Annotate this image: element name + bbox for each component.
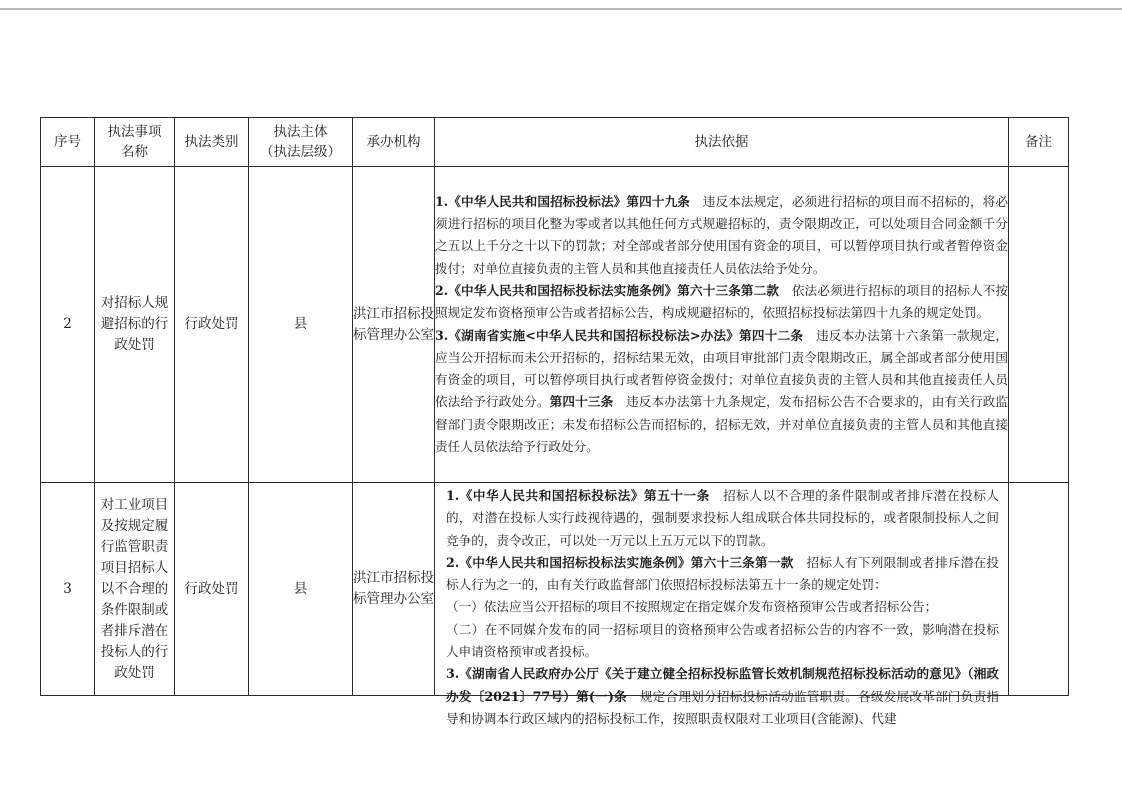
table-row xyxy=(41,483,1069,696)
row-subject: 县 xyxy=(249,483,353,696)
basis-clause: （一）依法应当公开招标的项目不按照规定在指定媒介发布资格预审公告或者招标公告； xyxy=(446,599,938,615)
header-subject-text: 执法主体 （执法层级） xyxy=(260,124,341,160)
row-type: 行政处罚 xyxy=(175,483,249,696)
basis-body: 违反本法规定，必须进行招标的项目而不招标的，将必须进行招标的项目化整为零或者以其他任何方式规避招标的，责令限期改正，可以处项目合同金额千分之五以上千分之十以下的罚款；对全部或者部分使用国有资金的项目，可以暂停项目执行或者暂停资金拨付；对单位直接负责的主管人员和其他直接责任人员依法给予处分。 xyxy=(435,193,1008,276)
row-type: 行政处罚 xyxy=(175,167,249,483)
header-item-name-text: 执法事项名称 xyxy=(107,124,162,160)
basis-clip xyxy=(446,483,1000,726)
table-row xyxy=(41,167,1069,483)
basis-body: 违反本办法第十六条第一款规定，应当公开招标而未公开招标的，招标结果无效，由项目审批部门责令限期改正，属全部或者部分使用国有资金的项目，可以暂停项目执行或者暂停资金拨付；对单位直接负责的主管人员和其他直接责任人员依法给予行政处分。 xyxy=(435,327,1008,410)
row-basis xyxy=(435,167,1009,483)
header-subject xyxy=(249,118,353,167)
row-item-name: 对招标人规避招标的行政处罚 xyxy=(95,167,175,483)
header-note: 备注 xyxy=(1009,118,1069,167)
basis-text xyxy=(435,191,1008,459)
row-subject: 县 xyxy=(249,167,353,483)
table-header-row xyxy=(41,118,1069,167)
header-item-name xyxy=(95,118,175,167)
row-agency: 洪江市招标投标管理办公室 xyxy=(353,483,435,696)
basis-body: 规定合理划分招标投标活动监管职责。各级发展改革部门负责指导和协调本行政区域内的招标投标工作，按照职责权限对工业项目(含能源)、代建 xyxy=(446,688,1000,726)
basis-body: 招标人有下列限制或者排斥潜在投标人行为之一的，由有关行政监督部门依照招标投标法第五十一条的规定处罚： xyxy=(446,554,1000,593)
basis-title: 3.《湖南省实施<中华人民共和国招标投标法>办法》第四十二条 xyxy=(435,327,804,343)
basis-title: 2.《中华人民共和国招标投标法实施条例》第六十三条第一款 xyxy=(446,554,794,570)
basis-body: 招标人以不合理的条件限制或者排斥潜在投标人的，对潜在投标人实行歧视待遇的，强制要求投标人组成联合体共同投标的，或者限制投标人之间竞争的，责令改正，可以处一万元以上五万元以下的罚款。 xyxy=(446,488,1000,548)
basis-title: 1.《中华人民共和国招标投标法》第五十一条 xyxy=(446,488,710,503)
header-agency: 承办机构 xyxy=(353,118,435,167)
basis-title: 2.《中华人民共和国招标投标法实施条例》第六十三条第二款 xyxy=(435,282,780,298)
basis-text xyxy=(446,483,999,730)
row-basis xyxy=(435,483,1009,726)
row-note xyxy=(1009,483,1069,696)
basis-clause: （二）在不同媒介发布的同一招标项目的资格预审公告或者招标公告的内容不一致，影响潜在投标人申请资格预审或者投标。 xyxy=(446,621,999,660)
basis-title: 第四十三条 xyxy=(549,394,614,410)
basis-title: 1.《中华人民共和国招标投标法》第四十九条 xyxy=(435,193,691,209)
basis-title: 3.《湖南省人民政府办公厅《关于建立健全招标投标监管长效机制规范招标投标活动的意见》（湘政办发〔2021〕77号）第(一)条 xyxy=(446,666,999,704)
basis-body: 依法必须进行招标的项目的招标人不按照规定发布资格预审公告或者招标公告，构成规避招标的，依照招标投标法第四十九条的规定处罚。 xyxy=(435,282,1008,321)
header-basis: 执法依据 xyxy=(435,118,1009,167)
row-note xyxy=(1009,167,1069,483)
row-seq: 2 xyxy=(41,167,95,483)
row-item-name: 对工业项目及按规定履行监管职责项目招标人以不合理的条件限制或者排斥潜在投标人的行政处罚 xyxy=(95,483,175,696)
row-seq: 3 xyxy=(41,483,95,696)
basis-body: 违反本办法第十九条规定，发布招标公告不合要求的，由有关行政监督部门责令限期改正；未发布招标公告而招标的，招标无效，并对单位直接负责的主管人员和其他直接责任人员依法给予行政处分。 xyxy=(435,394,1009,454)
scan-top-edge-line xyxy=(0,8,1122,10)
header-seq: 序号 xyxy=(41,118,95,167)
row-agency: 洪江市招标投标管理办公室 xyxy=(353,167,435,483)
enforcement-items-table xyxy=(40,117,1069,726)
header-type: 执法类别 xyxy=(175,118,249,167)
